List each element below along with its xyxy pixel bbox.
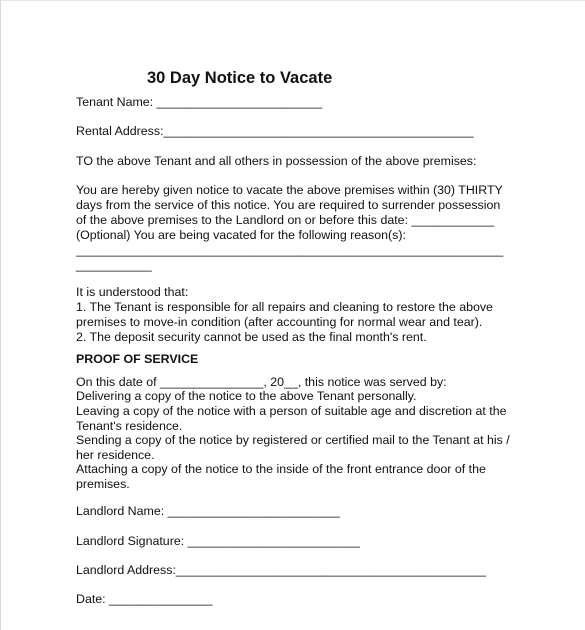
understood-paragraph-line: premises to move-in condition (after accounting for normal wear and tear). <box>76 315 483 329</box>
reason-blank-line: ______________________________________________________________ <box>76 243 504 257</box>
notice-paragraph-line: days from the service of this notice. You are required to surrender possession <box>76 198 501 212</box>
proof-paragraph-line: Delivering a copy of the notice to the above Tenant personally. <box>76 389 417 403</box>
landlord-name-field: Landlord Name: _________________________ <box>76 504 340 518</box>
proof-paragraph-line: premises. <box>76 477 130 491</box>
proof-paragraph-line: Tenant's residence. <box>76 419 183 433</box>
understood-paragraph-line: 2. The deposit security cannot be used as the final month's rent. <box>76 330 427 344</box>
document-title: 30 Day Notice to Vacate <box>147 69 333 87</box>
proof-paragraph-line: her residence. <box>76 448 155 462</box>
date-field: Date: _______________ <box>76 592 213 606</box>
landlord-signature-field: Landlord Signature: _________________________ <box>76 534 360 548</box>
landlord-address-field: Landlord Address:_____________________________________________ <box>76 563 486 577</box>
understood-paragraph-line: 1. The Tenant is responsible for all repairs and cleaning to restore the above <box>76 300 493 314</box>
tenant-name-field: Tenant Name: ________________________ <box>76 95 322 109</box>
proof-paragraph-line: Attaching a copy of the notice to the inside of the front entrance door of the <box>76 462 486 476</box>
to-tenant-line: TO the above Tenant and all others in possession of the above premises: <box>76 154 477 168</box>
proof-paragraph-line: Sending a copy of the notice by registered or certified mail to the Tenant at his / <box>76 433 510 447</box>
notice-paragraph-line: You are hereby given notice to vacate the above premises within (30) THIRTY <box>76 183 503 197</box>
proof-of-service-heading: PROOF OF SERVICE <box>76 352 199 366</box>
rental-address-field: Rental Address:_____________________________________________ <box>76 124 474 138</box>
understood-paragraph-line: It is understood that: <box>76 285 189 299</box>
notice-paragraph-line: (Optional) You are being vacated for the following reason(s): <box>76 228 406 242</box>
notice-paragraph-line: of the above premises to the Landlord on or before this date: ____________ <box>76 213 495 227</box>
proof-paragraph-line: On this date of _______________, 20__, this notice was served by: <box>76 375 447 389</box>
proof-paragraph-line: Leaving a copy of the notice with a person of suitable age and discretion at the <box>76 404 507 418</box>
reason-blank-line: ___________ <box>76 258 152 272</box>
